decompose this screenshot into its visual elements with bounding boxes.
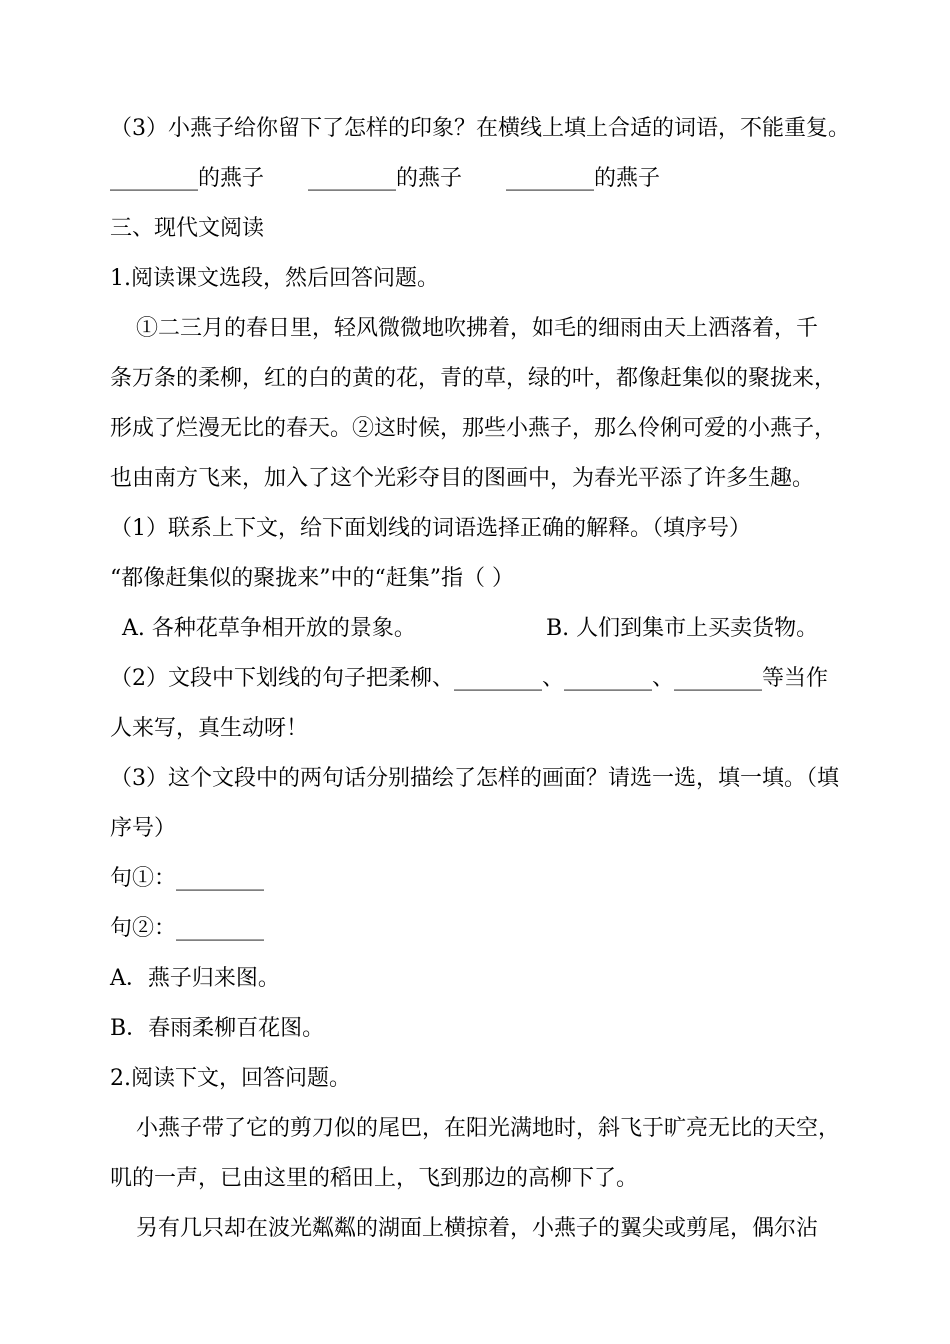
reading-1-title: 1.阅读课文选段，然后回答问题。 xyxy=(110,266,439,291)
section-3-title: 三、现代文阅读 xyxy=(110,216,265,241)
reading-1-passage-line: ①二三月的春日里，轻风微微地吹拂着，如毛的细雨由天上洒落着，千 xyxy=(136,316,819,341)
option-b: B. 人们到集市上买卖货物。 xyxy=(546,616,819,641)
picture-option-b: B．春雨柔柳百花图。 xyxy=(110,1016,325,1041)
picture-option-a: A．燕子归来图。 xyxy=(110,966,280,991)
reading-2-passage-line: 叽的一声，已由这里的稻田上，飞到那边的高柳下了。 xyxy=(110,1166,639,1191)
reading-1-question-1-sub: “都像赶集似的聚拢来”中的“赶集”指（ ） xyxy=(110,566,514,591)
option-a: A. 各种花草争相开放的景象。 xyxy=(122,616,416,641)
reading-2-passage-line: 另有几只却在波光粼粼的湖面上横掠着，小燕子的翼尖或剪尾，偶尔沾 xyxy=(136,1216,819,1241)
reading-1-passage-line: 形成了烂漫无比的春天。②这时候，那些小燕子，那么伶俐可爱的小燕子， xyxy=(110,416,837,441)
reading-2-passage-line: 小燕子带了它的剪刀似的尾巴，在阳光满地时，斜飞于旷亮无比的天空， xyxy=(136,1116,841,1141)
blank-3[interactable]: ________的燕子 xyxy=(506,166,661,191)
reading-1-question-2-cont: 人来写，真生动呀！ xyxy=(110,716,309,741)
question-3-blanks xyxy=(110,164,850,194)
reading-1-passage-line: 条万条的柔柳，红的白的黄的花，青的草，绿的叶，都像赶集似的聚拢来， xyxy=(110,366,837,391)
reading-1-question-3-cont: 序号） xyxy=(110,816,177,841)
blank-2[interactable]: ________的燕子 xyxy=(308,166,463,191)
question-3-prompt: （3）小燕子给你留下了怎样的印象？在横线上填上合适的词语，不能重复。 xyxy=(110,116,850,141)
reading-1-question-1: （1）联系上下文，给下面划线的词语选择正确的解释。（填序号） xyxy=(110,516,751,541)
reading-2-title: 2.阅读下文，回答问题。 xyxy=(110,1066,351,1091)
blank-1[interactable]: ________的燕子 xyxy=(110,166,265,191)
sentence-1-answer[interactable]: 句①：________ xyxy=(110,866,265,891)
reading-1-question-3: （3）这个文段中的两句话分别描绘了怎样的画面？请选一选，填一填。（填 xyxy=(110,766,839,791)
reading-1-question-2: （2）文段中下划线的句子把柔柳、________、________、________等当作 xyxy=(110,666,828,691)
reading-1-passage-line: 也由南方飞来，加入了这个光彩夺目的图画中，为春光平添了许多生趣。 xyxy=(110,466,815,491)
sentence-2-answer[interactable]: 句②：________ xyxy=(110,916,265,941)
